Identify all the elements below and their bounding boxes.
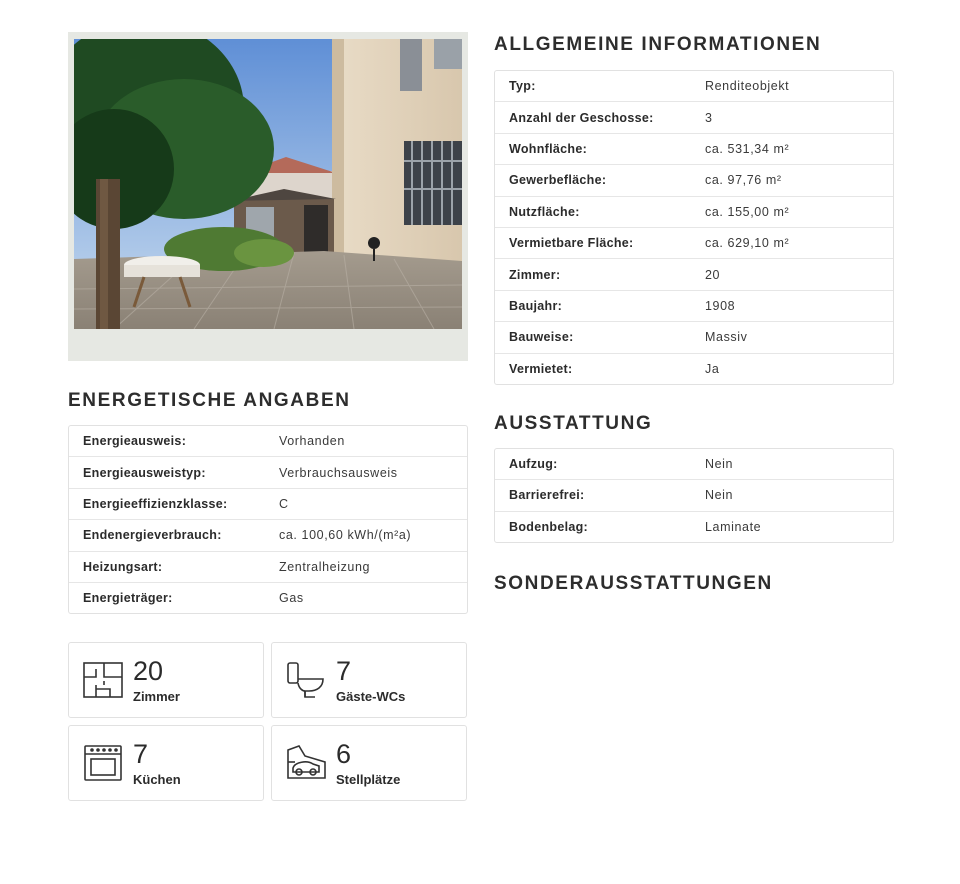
- row-label: Heizungsart:: [83, 559, 163, 574]
- energy-section-title: ENERGETISCHE ANGABEN: [68, 390, 351, 411]
- row-value: 20: [705, 267, 721, 282]
- table-row: [69, 583, 467, 613]
- row-label: Typ:: [509, 79, 536, 94]
- stat-label: Stellplätze: [336, 771, 401, 787]
- table-row: [495, 480, 893, 511]
- stat-value: 7: [133, 738, 149, 769]
- row-label: Barrierefrei:: [509, 488, 585, 503]
- stat-card-kuechen: [68, 725, 264, 801]
- table-row: [495, 197, 893, 228]
- stats-grid: [68, 642, 468, 801]
- oven-icon: [82, 742, 124, 784]
- table-row: [495, 259, 893, 290]
- table-row: [495, 354, 893, 384]
- table-row: [69, 552, 467, 583]
- row-value: Vorhanden: [279, 434, 345, 449]
- stat-label: Zimmer: [133, 688, 180, 704]
- row-value: 3: [705, 110, 713, 125]
- row-label: Bauweise:: [509, 330, 574, 345]
- general-info-title: ALLGEMEINE INFORMATIONEN: [494, 34, 822, 55]
- left-column: [68, 32, 468, 801]
- stat-value: 6: [336, 738, 352, 769]
- features-table: [494, 448, 894, 543]
- floorplan-icon: [82, 659, 124, 701]
- row-label: Energieeffizienzklasse:: [83, 496, 228, 511]
- property-photo[interactable]: [74, 39, 462, 329]
- row-label: Energieträger:: [83, 591, 173, 606]
- row-value: ca. 531,34 m²: [705, 141, 790, 156]
- features-section-title: AUSSTATTUNG: [494, 412, 653, 434]
- row-label: Zimmer:: [509, 267, 561, 282]
- row-label: Nutzfläche:: [509, 204, 580, 219]
- table-row: [495, 512, 893, 542]
- stat-card-stellplaetze: [271, 725, 467, 801]
- table-row: [495, 71, 893, 102]
- row-label: Gewerbefläche:: [509, 173, 607, 188]
- stat-label: Gäste-WCs: [336, 688, 406, 704]
- row-label: Bodenbelag:: [509, 519, 588, 534]
- row-label: Energieausweis:: [83, 434, 187, 449]
- row-value: Renditeobjekt: [705, 79, 790, 94]
- table-row: [495, 102, 893, 133]
- table-row: [69, 520, 467, 551]
- stat-card-zimmer: [68, 642, 264, 718]
- row-value: ca. 155,00 m²: [705, 204, 790, 219]
- stat-label: Küchen: [133, 771, 181, 787]
- property-photo-frame: [68, 32, 468, 361]
- toilet-icon: [285, 659, 327, 701]
- row-label: Endenergieverbrauch:: [83, 528, 222, 543]
- row-value: Zentralheizung: [279, 559, 371, 574]
- row-value: Laminate: [705, 519, 762, 534]
- row-value: Massiv: [705, 330, 748, 345]
- row-label: Baujahr:: [509, 298, 563, 313]
- table-row: [495, 322, 893, 353]
- row-value: C: [279, 496, 289, 511]
- table-row: [495, 291, 893, 322]
- row-value: ca. 100,60 kWh/(m²a): [279, 528, 412, 543]
- row-label: Vermietbare Fläche:: [509, 236, 634, 251]
- general-info-table: [494, 70, 894, 385]
- row-value: ca. 629,10 m²: [705, 236, 790, 251]
- table-row: [69, 489, 467, 520]
- table-row: [69, 457, 467, 488]
- energy-table: [68, 425, 468, 614]
- row-value: Nein: [705, 457, 734, 472]
- table-row: [495, 134, 893, 165]
- stat-value: 20: [133, 655, 164, 686]
- table-row: [495, 449, 893, 480]
- row-value: Nein: [705, 488, 734, 503]
- table-row: [69, 426, 467, 457]
- row-value: ca. 97,76 m²: [705, 173, 782, 188]
- table-row: [495, 228, 893, 259]
- stat-card-gaeste-wcs: [271, 642, 467, 718]
- row-value: 1908: [705, 298, 736, 313]
- row-label: Aufzug:: [509, 457, 558, 472]
- parking-car-icon: [285, 742, 327, 784]
- row-value: Gas: [279, 591, 304, 606]
- row-label: Wohnfläche:: [509, 141, 588, 156]
- stat-value: 7: [336, 655, 352, 686]
- row-value: Verbrauchsausweis: [279, 465, 398, 480]
- row-label: Vermietet:: [509, 361, 573, 376]
- special-features-title: SONDERAUSSTATTUNGEN: [494, 573, 773, 595]
- row-label: Anzahl der Geschosse:: [509, 110, 654, 125]
- row-label: Energieausweistyp:: [83, 465, 206, 480]
- table-row: [495, 165, 893, 196]
- row-value: Ja: [705, 361, 720, 376]
- right-column: [494, 32, 894, 595]
